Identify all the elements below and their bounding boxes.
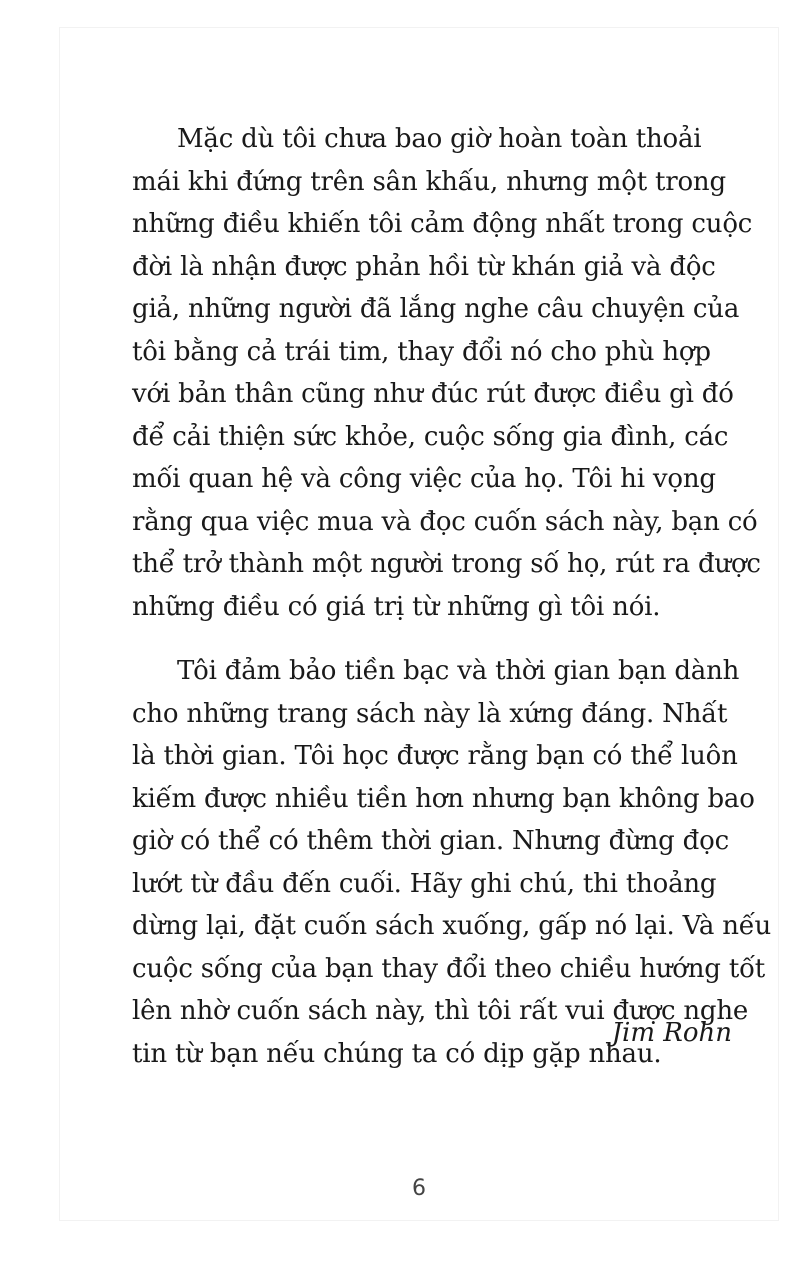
- text-line: Mặc dù tôi chưa bao giờ hoàn toàn thoải: [177, 124, 702, 154]
- text-line: kiếm được nhiều tiền hơn nhưng bạn không bao: [132, 783, 755, 814]
- paragraph-spacer: [132, 628, 732, 650]
- text-line: những điều có giá trị từ những gì tôi nói.: [132, 591, 661, 622]
- text-line: mối quan hệ và công việc của họ. Tôi hi vọng: [132, 464, 716, 494]
- book-page: [60, 28, 778, 1220]
- paragraph-2: [132, 650, 772, 1075]
- text-line: là thời gian. Tôi học được rằng bạn có thể luôn: [132, 741, 738, 771]
- author-signature: Jim Rohn: [611, 1018, 732, 1048]
- text-line: cho những trang sách này là xứng đáng. Nhất: [132, 698, 728, 729]
- text-line: mái khi đứng trên sân khấu, nhưng một trong: [132, 166, 726, 197]
- text-line: tôi bằng cả trái tim, thay đổi nó cho phù hợp: [132, 336, 711, 367]
- text-line: thể trở thành một người trong số họ, rút ra được: [132, 549, 761, 579]
- text-line: dừng lại, đặt cuốn sách xuống, gấp nó lại. Và nếu: [132, 911, 772, 941]
- text-line: đời là nhận được phản hồi từ khán giả và độc: [132, 251, 716, 282]
- page-number: 6: [412, 1176, 426, 1201]
- text-line: cuộc sống của bạn thay đổi theo chiều hướng tốt: [132, 953, 766, 984]
- text-line: rằng qua việc mua và đọc cuốn sách này, bạn có: [132, 506, 758, 537]
- text-line: lướt từ đầu đến cuối. Hãy ghi chú, thi thoảng: [132, 868, 717, 899]
- text-line: những điều khiến tôi cảm động nhất trong cuộc: [132, 209, 753, 239]
- text-line: lên nhờ cuốn sách này, thì tôi rất vui được nghe: [132, 996, 749, 1026]
- text-line: giờ có thể có thêm thời gian. Nhưng đừng đọc: [132, 826, 729, 856]
- body-text: [132, 118, 772, 1075]
- text-line: giả, những người đã lắng nghe câu chuyện của: [132, 294, 740, 324]
- text-line: Tôi đảm bảo tiền bạc và thời gian bạn dành: [177, 656, 740, 686]
- text-line: để cải thiện sức khỏe, cuộc sống gia đình, các: [132, 421, 729, 452]
- text-line: với bản thân cũng như đúc rút được điều gì đó: [132, 379, 734, 409]
- text-line: tin từ bạn nếu chúng ta có dịp gặp nhau.: [132, 1038, 662, 1069]
- paragraph-1: [132, 118, 761, 628]
